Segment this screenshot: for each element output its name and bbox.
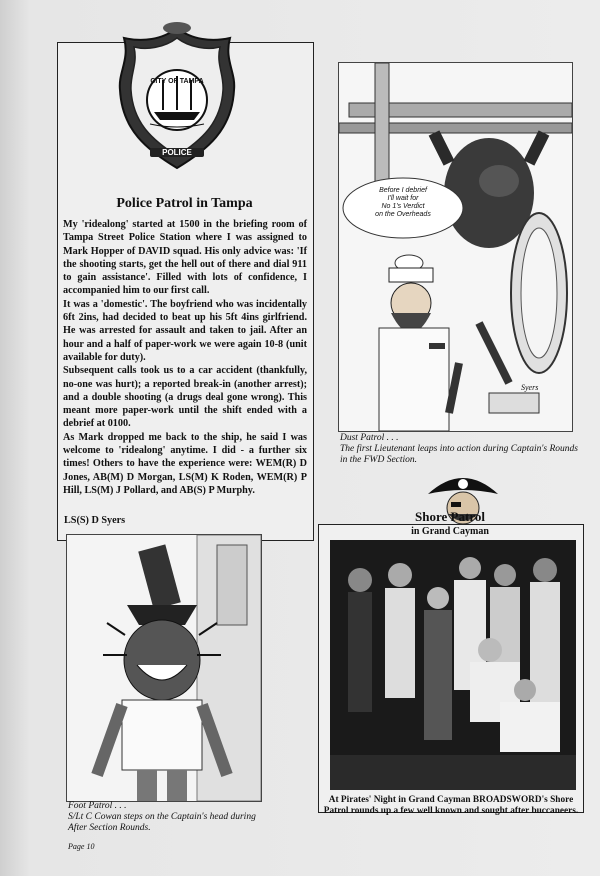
- foot-patrol-caption: [68, 801, 268, 834]
- dust-patrol-cartoon: [338, 62, 573, 432]
- shore-patrol-photo: [330, 540, 576, 790]
- group-photo-illustration: [330, 540, 576, 790]
- caption-title: Foot Patrol . . .: [68, 801, 127, 811]
- article-paragraph: My 'ridealong' started at 1500 in the briefing room of Tampa Street Police Station where I was assigned to Mark Hopper of DAVID squad. His only advice was: 'If the shooting starts, get the hell out of there and dial 911 to gain assistance'. Filled with lots of confidence, I accompanied him to our first call.: [63, 219, 307, 297]
- cartoon-illustration: [339, 63, 572, 431]
- speech-line: Before I debrief: [379, 187, 427, 194]
- article-signature: LS(S) D Syers: [64, 515, 126, 526]
- article-body: [63, 218, 307, 497]
- shore-patrol-caption: At Pirates' Night in Grand Cayman BROADSWORD's Shore Patrol rounds up a few well known and sought after buccaneers.: [323, 795, 579, 816]
- artist-signature: Syers: [521, 383, 539, 392]
- cartoon-illustration: [67, 535, 261, 801]
- shore-patrol-subtitle: in Grand Cayman: [411, 526, 489, 537]
- speech-line: No 1's Verdict: [381, 203, 425, 210]
- shore-patrol-title: Shore Patrol: [415, 509, 485, 524]
- speech-line: on the Overheads: [375, 211, 431, 218]
- caption-title: Dust Patrol . . .: [340, 433, 399, 443]
- article-paragraph: Subsequent calls took us to a car accident (thankfully, no-one was hurt); a reported break-in (another arrest); and a double shooting (a drugs deal gone wrong). This meant more paper-work until the shift ended with a debrief at 0100.: [63, 365, 307, 430]
- article-paragraph: It was a 'domestic'. The boyfriend who was incidentally 6ft 2ins, had decided to beat up his 5ft 4ins girlfriend. He was arrested for assault and taken to jail. After an hour and a half of paper-work we were again 10-8 (unit available for duty).: [63, 298, 307, 363]
- article-paragraph: As Mark dropped me back to the ship, he said I was welcome to 'ridealong' anytime. I did - a further six times! Others to have the experience were: WEM(R) D Jones, AB(M) D Morgan, LS(M) K Roden, WEM(R) P Hill, LS(M) J Pollard, and AB(S) P Murphy.: [63, 431, 307, 496]
- dust-patrol-caption: [340, 433, 580, 466]
- badge-bottom-text: POLICE: [150, 148, 204, 157]
- caption-text: The first Lieutenant leaps into action during Captain's Rounds in the FWD Section.: [340, 444, 578, 465]
- speech-line: I'll wait for: [387, 195, 419, 202]
- speech-bubble: [353, 187, 453, 219]
- foot-patrol-cartoon: [66, 534, 262, 802]
- caption-text: S/Lt C Cowan steps on the Captain's head during After Section Rounds.: [68, 812, 256, 833]
- article-title: Police Patrol in Tampa: [116, 196, 253, 211]
- page-number: Page 10: [68, 842, 95, 851]
- badge-top-text: CITY OF TAMPA: [150, 78, 204, 85]
